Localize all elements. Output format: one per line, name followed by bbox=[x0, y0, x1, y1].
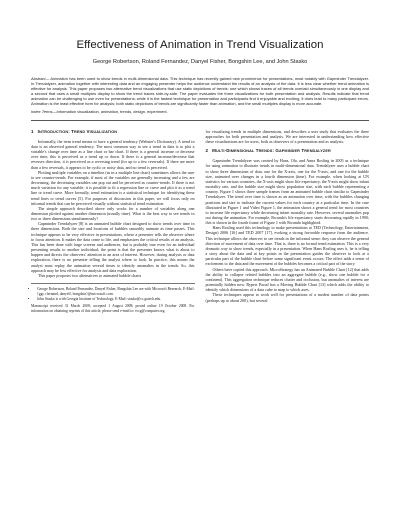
section-2-title-part: : G bbox=[272, 148, 279, 154]
footnotes bbox=[31, 283, 195, 314]
index-terms-text: —Information visualization, animation, trends, design, experiment. bbox=[52, 108, 168, 114]
intro-continued-paragraph: for visualizing trends in multiple dimensions, and describes a user study that evaluates the three approaches for both presentation and analysis. We are interested in understanding how effective these visualizations are for users, both as observers of a presentation and as analysts. bbox=[205, 128, 369, 144]
left-column bbox=[31, 129, 195, 314]
section-1-title-part: ISUALIZATION bbox=[89, 129, 118, 134]
paper-title: Effectiveness of Animation in Trend Visualization bbox=[76, 39, 324, 51]
section-1-title-part: NTRODUCTION bbox=[39, 129, 69, 134]
abstract-label: Abstract bbox=[31, 76, 46, 81]
abstract bbox=[31, 76, 369, 107]
section-2-heading bbox=[206, 148, 370, 154]
right-column bbox=[206, 129, 370, 314]
intro-paragraph-3: The simple approach described above only works for a number of variables along one dimension plotted against another dimension (usually time). What is the best way to see trends in two or three dimensions simultaneously? bbox=[31, 205, 195, 222]
section-2-title-part: T bbox=[300, 148, 305, 154]
section-2-title-part: T bbox=[254, 148, 259, 154]
section-2-title-part: APMINDER bbox=[278, 149, 301, 154]
section-2-title-part: RENDS bbox=[258, 149, 273, 154]
author-list: George Robertson, Roland Fernandez, Danyel Fisher, Bongshin Lee, and John Stasko bbox=[92, 59, 308, 65]
intro-paragraph-4: Gapminder Trendalyzer [8] is an animated bubble chart designed to show trends over time in three dimensions. Both the size and locations of bubbles smoothly animate as time passes. This technique appears to be very effective in presentations, where a presenter tells the observer where to focus attention. It makes the data come to life, and emphasizes the critical results of an analysis. This has been done with large screens and audiences, but is probably true even for an individual presenting results to another individual; the point is that the presenter knows what is about to happen and directs the observers' attention to an area of interest. However, during analysis or data exploration, there is no presenter telling the analyst where to look. In practice, this means the analyst must replay the animation several times to identify anomalies in the trends. So, this approach may be less effective for analysis and data exploration. bbox=[31, 221, 195, 273]
footnote-affiliation-2: • John Stasko is with Georgia Institute of Technology, E-Mail: stasko@cc.gatech.edu. bbox=[37, 297, 195, 302]
intro-paragraph-5: This paper proposes two alternatives to animated bubble charts bbox=[38, 272, 142, 278]
section-1-title-part: : T bbox=[68, 128, 74, 134]
footnote-affiliation-1: • George Robertson, Roland Fernandez, Danyel Fisher, Bongshin Lee are with Microsoft Research, E-Mail: {ggr, rfernand, danyelf, bongshin}@microsoft.com. bbox=[37, 287, 195, 296]
footnote-manuscript: Manuscript received 31 March 2008; accepted 1 August 2008; posted online 19 October 2008. For information on obtaining reprints of this article, please send e-mail to: tvcg@computer.org. bbox=[31, 304, 195, 313]
section-2-number: 2 bbox=[205, 148, 209, 154]
gapminder-paragraph-3: Others have copied this approach. MicroStrategy has an Animated Bubble Chart [12] that adds the ability to collapse related bubbles into an aggregate bubble (e.g., show one bubble for a continent). This aggregation technique reduces clutter and occlusion, but anomalies of interest are potentially hidden now. Rypert Portal has a Moving Bubble Chart [13] which adds the ability to identify which dimensions of a data cube to map to which axes. bbox=[205, 266, 369, 293]
gapminder-paragraph-2: Hans Rosling used this technology to make presentations at TED (Technology, Entertainment, Design) 2006 [16] and TED 2007 [17], evoking a strong favorable response from the audience. This technique allows the observer to see trends in the informal sense: they can observe the general direction of movement of data over time. That is, there is no formal trend estimation. This is a very dramatic way to show trends, especially in a presentation. When Hans Rosling uses it, he is telling a story about the data and at key points in the presentation guides the observer to look at a particular part of the bubble chart before some significant event occurs. The effect adds a sense of excitement to the data and the movement of the bubbles becomes a critical part of the story. bbox=[205, 225, 369, 267]
section-2-title-part: M bbox=[212, 148, 217, 154]
section-2-title-part: IMENSIONAL bbox=[229, 149, 255, 154]
section-2-title-part: -D bbox=[224, 148, 230, 154]
section-1-title-part: I bbox=[37, 128, 40, 134]
abstract-text: — Animation has been used to show trends in multi-dimensional data. This technique has recently gained new prominence for presentations, most notably with Gapminder Trendalyzer. In Trendalyzer, animation together with interesting data and an engaging presenter helps the audience understand the results of an analysis of the data. It is less clear whether trend animation is effective for analysis. This paper proposes two alternative trend visualizations that use static depictions of trends: one which shows traces of all trends overlaid simultaneously in one display and a second that uses a small multiples display to show the trend traces side-by-side. The paper evaluates the three visualizations for both presentation and analysis. Results indicate that trend animation can be challenging to use even for presentations; while it is the fastest technique for presentation and participants find it enjoyable and exciting, it does lead to many participant errors. Animation is the least effective form for analysis; both static depictions of trends are significantly faster than animation, and the small multiples display is more accurate. bbox=[31, 76, 369, 107]
intro-paragraph-1: Informally, the term trend means to have a general tendency (Webster's Dictionary). A trend in data is an observed general tendency. The most common way to see a trend in data is to plot a variable's change over time as a line chart or bar chart. If there is a general increase or decrease over time, this is perceived as a trend up or down. If there is a general increase/decrease that reverses direction, it is perceived as a reversing trend (for up to a few reversals). If there are more than a few reversals, it appears to be cyclic or noisy data, and no trend is perceived. bbox=[31, 138, 195, 170]
intro-paragraph-2: Plotting multiple variables on a timeline (as in a multiple line chart) sometimes allows the user to see counter-trends. For example, if most of the variables are generally increasing and a few are decreasing, the decreasing variables can pop out and be perceived as counter-trends. If there is not much variation for any variable, it is possible to fit a regression line or curve and plot it as a trend line or trend curve. More formally, trend estimation is a statistical technique for identifying these trend lines or trend curves [5]. For purposes of discussion in this paper, we will focus only on informal trends that can be perceived visually without statistical trend estimation. bbox=[31, 169, 195, 206]
body-columns bbox=[31, 129, 369, 314]
index-terms bbox=[31, 109, 369, 114]
section-1-title-part: REND bbox=[74, 129, 86, 134]
gapminder-paragraph-4: These techniques appear to work well for presentations of a modest number of data points (perhaps up to about 200), but several bbox=[205, 292, 369, 303]
header-divider bbox=[31, 120, 369, 121]
section-1-title-part: V bbox=[85, 128, 90, 134]
section-1-heading bbox=[31, 129, 195, 135]
gapminder-paragraph-1: Gapminder Trendalyzer was created by Hans, Ola, and Anna Rosling in 2005 as a technique for using animation to illustrate trends in multi-dimensional data. Trendalyzer uses a bubble chart to show three dimensions of data, one for the X-axis, one for the Y-axis, and one for the bubble size, animated over changes in a fourth dimension (time). For example, when looking at UN statistics for various countries, the X-axis might show life expectancy, the Y-axis might show infant mortality rate, and the bubble size might show population size, with each bubble representing a country. Figure 1 shows three sample frames from an animated bubble chart similar to Gapminder Trendalyzer. The trend over time is shown as an animation over time, with the bubbles changing positions and size to indicate the current values for each country at a particular time. In the case illustrated in Figure 1 and Video Figure 1, the animation shows a general trend for most countries to increase life expectancy while decreasing infant mortality rate. However, several anomalies pop out during the animation. For example, Rwanda's life expectancy starts decreasing rapidly in 1990; this is shown in the fourth frame of Figure 1 with Rwanda highlighted. bbox=[205, 158, 369, 226]
section-2-title-part: ULTI bbox=[216, 149, 225, 154]
index-terms-label: Index Terms bbox=[31, 108, 53, 114]
section-2-title-part: RENDALYZER bbox=[304, 149, 331, 154]
section-1-number: 1 bbox=[31, 128, 34, 134]
